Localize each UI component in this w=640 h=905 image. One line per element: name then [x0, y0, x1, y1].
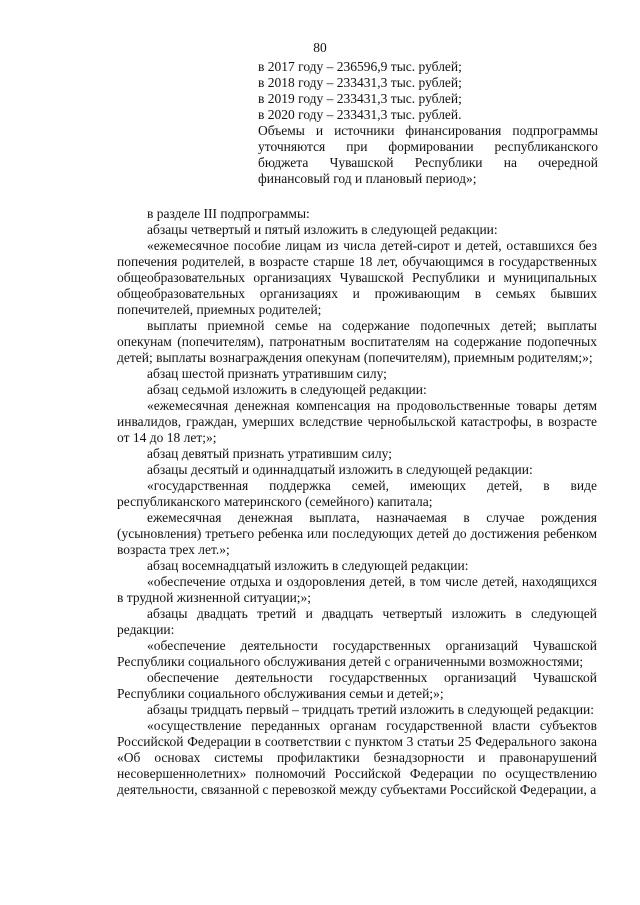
funding-note: Объемы и источники финансирования подпрограммы уточняются при формировании республиканского бюджета Чувашской Республики на очередной финансовый год и плановый период»; — [258, 123, 598, 186]
paragraph: выплаты приемной семье на содержание подопечных детей; выплаты опекунам (попечителям), патронатным воспитателям на содержание подопечных детей; выплаты вознаграждения опекунам (попечителям), приемным родителям;»; — [117, 318, 597, 365]
paragraph: «государственная поддержка семей, имеющих детей, в виде республиканского материнского (семейного) капитала; — [117, 478, 597, 509]
paragraph: абзац седьмой изложить в следующей редакции: — [147, 382, 427, 397]
funding-line-2019: в 2019 году – 233431,3 тыс. рублей; — [258, 91, 462, 106]
paragraph: «обеспечение деятельности государственных организаций Чувашской Республики социального обслуживания детей с ограниченными возможностями; — [117, 638, 597, 669]
paragraph: абзацы четвертый и пятый изложить в следующей редакции: — [147, 222, 498, 237]
funding-line-2020: в 2020 году – 233431,3 тыс. рублей. — [258, 107, 462, 122]
funding-line-2017: в 2017 году – 236596,9 тыс. рублей; — [258, 59, 462, 74]
funding-line-2018: в 2018 году – 233431,3 тыс. рублей; — [258, 75, 462, 90]
paragraph: абзац шестой признать утратившим силу; — [147, 366, 387, 381]
paragraph: «ежемесячная денежная компенсация на продовольственные товары детям инвалидов, граждан, умерших вследствие чернобыльской катастрофы, в возрасте от 14 до 18 лет;»; — [117, 398, 597, 445]
paragraph: обеспечение деятельности государственных организаций Чувашской Республики социального обслуживания семьи и детей;»; — [117, 670, 597, 701]
paragraph: в разделе III подпрограммы: — [147, 206, 310, 221]
document-body — [117, 206, 597, 798]
paragraph: ежемесячная денежная выплата, назначаемая в случае рождения (усыновления) третьего ребенка или последующих детей до достижения ребенком возраста трех лет.»; — [117, 510, 597, 557]
paragraph: «ежемесячное пособие лицам из числа детей-сирот и детей, оставшихся без попечения родителей, в возрасте старше 18 лет, обучающимся в государственных общеобразовательных организациях Чувашской Республики и муниципальных общеобразовательных организациях и проживающим в семьях бывших попечителей, приемных родителей; — [117, 238, 597, 317]
paragraph: «обеспечение отдыха и оздоровления детей, в том числе детей, находящихся в трудной жизненной ситуации;»; — [117, 574, 597, 605]
paragraph: абзац девятый признать утратившим силу; — [147, 446, 392, 461]
paragraph: абзацы двадцать третий и двадцать четвертый изложить в следующей редакции: — [117, 606, 597, 637]
funding-block — [258, 59, 598, 187]
paragraph: абзацы десятый и одиннадцатый изложить в следующей редакции: — [147, 462, 533, 477]
paragraph: абзацы тридцать первый – тридцать третий изложить в следующей редакции: — [147, 702, 595, 717]
page-number: 80 — [313, 40, 327, 55]
paragraph: «осуществление переданных органам государственной власти субъектов Российской Федерации в соответствии с пунктом 3 статьи 25 Федерального закона «Об основах системы профилактики безнадзорности и правонарушений несовершеннолетних» полномочий Российской Федерации по осуществлению деятельности, связанной с перевозкой между субъектами Российской Федерации, а — [117, 718, 597, 797]
paragraph: абзац восемнадцатый изложить в следующей редакции: — [147, 558, 469, 573]
